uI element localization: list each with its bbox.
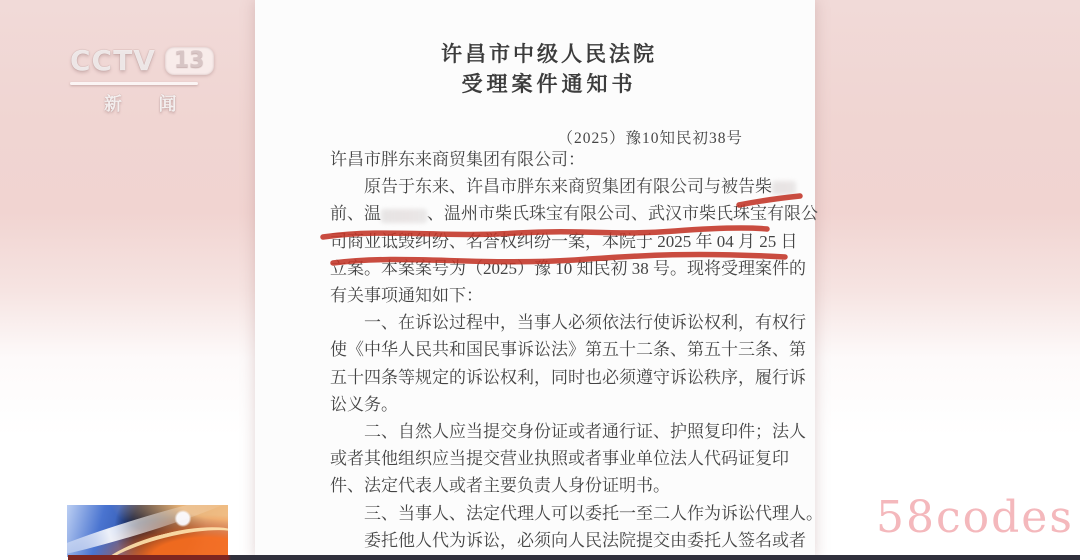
news-globe-graphic bbox=[67, 505, 228, 557]
body-line: 一、在诉讼过程中，当事人必须依法行使诉讼权利，有权行 bbox=[364, 313, 806, 333]
ticker-bar-edge bbox=[68, 555, 1080, 560]
document-body bbox=[330, 146, 823, 554]
document-title: 受理案件通知书 bbox=[461, 72, 637, 96]
channel-subtitle: 新 闻 bbox=[104, 94, 193, 114]
watermark-58codes: 58codes bbox=[876, 492, 1074, 543]
court-name: 许昌市中级人民法院 bbox=[441, 42, 657, 66]
body-line bbox=[330, 173, 800, 200]
body-line: 三、当事人、法定代理人可以委托一至二人作为诉讼代理人。 bbox=[364, 503, 823, 523]
redacted-name bbox=[772, 181, 796, 195]
body-line bbox=[330, 200, 818, 227]
court-document bbox=[255, 0, 823, 560]
body-line: 五十四条等规定的诉讼权利，同时也必须遵守诉讼秩序，履行诉 bbox=[330, 367, 806, 387]
cctv-logo-text: CCTV bbox=[70, 44, 156, 77]
body-line: 立案。本案案号为（2025）豫 10 知民初 38 号。现将受理案件的 bbox=[330, 258, 806, 278]
body-line-text: 前、温 bbox=[330, 204, 381, 224]
body-line: 件、法定代表人或者主要负责人身份证明书。 bbox=[330, 476, 670, 496]
body-line: 司商业诋毁纠纷、名誉权纠纷一案，本院于 2025 年 04 月 25 日 bbox=[330, 231, 798, 251]
channel-number-badge: 13 bbox=[165, 47, 214, 75]
logo-underline-swoosh bbox=[70, 82, 198, 85]
body-line: 讼义务。 bbox=[330, 394, 398, 414]
body-line: 委托他人代为诉讼，必须向人民法院提交由委托人签名或者 bbox=[364, 530, 806, 550]
body-line-text: 、温州市柴氏珠宝有限公司、武汉市柴氏珠宝有限公 bbox=[427, 204, 818, 224]
body-line: 二、自然人应当提交身份证或者通行证、护照复印件；法人 bbox=[364, 422, 806, 442]
body-line: 有关事项通知如下： bbox=[330, 286, 483, 306]
redacted-name bbox=[381, 209, 427, 223]
cctv13-logo bbox=[70, 44, 214, 116]
body-line: 使《中华人民共和国民事诉讼法》第五十二条、第五十三条、第 bbox=[330, 340, 806, 360]
body-line: 许昌市胖东来商贸集团有限公司： bbox=[330, 150, 585, 169]
case-number: （2025）豫10知民初38号 bbox=[557, 130, 743, 147]
body-line: 或者其他组织应当提交营业执照或者事业单位法人代码证复印 bbox=[330, 449, 789, 469]
body-line-text: 原告于东来、许昌市胖东来商贸集团有限公司与被告柴 bbox=[364, 177, 772, 197]
